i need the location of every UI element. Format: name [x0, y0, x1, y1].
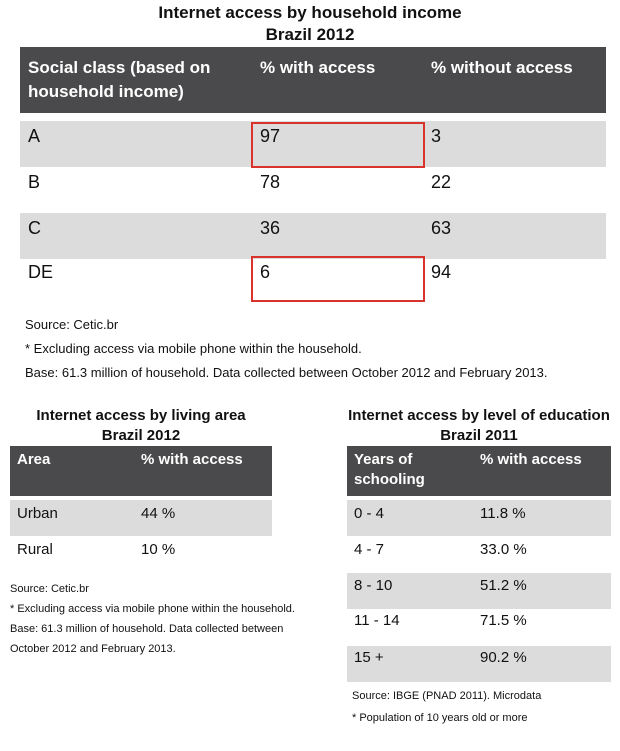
living-table-title: Internet access by living area	[36, 407, 246, 424]
table-row	[347, 536, 611, 572]
table-row	[347, 573, 611, 609]
years-cell: 11 - 14	[354, 612, 400, 629]
area-cell: Rural	[17, 541, 53, 558]
main-header-social-class: Social class (based on household income)	[28, 58, 211, 101]
without-access-cell: 3	[431, 126, 442, 146]
living-table-subtitle: Brazil 2012	[101, 427, 181, 444]
with-access-cell: 90.2 %	[480, 649, 527, 666]
highlight-box-class-a	[251, 122, 425, 168]
education-table-title: Internet access by level of education	[348, 407, 610, 424]
with-access-cell: 11.8 %	[480, 505, 526, 522]
without-access-cell: 22	[431, 172, 452, 192]
with-access-cell: 33.0 %	[480, 541, 527, 558]
living-header-area: Area	[17, 451, 51, 468]
with-access-cell: 44 %	[141, 505, 176, 522]
main-table-subtitle: Brazil 2012	[265, 25, 355, 44]
main-base-note: Base: 61.3 million of household. Data collected between October 2012 and February 2013.	[25, 365, 548, 380]
table-row	[10, 500, 272, 536]
area-cell: Urban	[17, 505, 58, 522]
without-access-cell: 63	[431, 218, 452, 238]
education-table-header	[347, 446, 611, 496]
education-header-years: Years of schooling	[354, 451, 425, 488]
main-source-note: Source: Cetic.br	[25, 317, 119, 332]
years-cell: 8 - 10	[354, 577, 393, 594]
without-access-cell: 94	[431, 262, 452, 282]
table-row	[347, 609, 611, 645]
with-access-cell: 6	[260, 262, 271, 282]
class-cell: DE	[28, 262, 54, 282]
main-header-without-access: % without access	[431, 58, 573, 77]
education-population-note: * Population of 10 years old or more	[352, 712, 528, 724]
years-cell: 4 - 7	[354, 541, 385, 558]
education-table-subtitle: Brazil 2011	[440, 427, 518, 444]
table-row	[347, 646, 611, 682]
living-base-note-line2: October 2012 and February 2013.	[10, 643, 176, 655]
class-cell: B	[28, 172, 41, 192]
table-row	[20, 167, 606, 213]
table-row	[20, 213, 606, 259]
years-cell: 0 - 4	[354, 505, 385, 522]
living-table-header	[10, 446, 272, 496]
living-source-note: Source: Cetic.br	[10, 583, 89, 595]
living-header-with-access: % with access	[141, 451, 243, 468]
living-excluding-note: * Excluding access via mobile phone within the household.	[10, 603, 295, 615]
table-row	[10, 536, 272, 572]
living-base-note-line1: Base: 61.3 million of household. Data collected between	[10, 623, 284, 635]
class-cell: C	[28, 218, 41, 238]
table-row	[347, 500, 611, 536]
education-source-note: Source: IBGE (PNAD 2011). Microdata	[352, 690, 542, 702]
with-access-cell: 78	[260, 172, 281, 192]
education-header-with-access: % with access	[480, 451, 582, 468]
with-access-cell: 71.5 %	[480, 612, 527, 629]
main-excluding-note: * Excluding access via mobile phone within the household.	[25, 341, 362, 356]
main-table-title: Internet access by household income	[158, 3, 462, 22]
with-access-cell: 10 %	[141, 541, 176, 558]
class-cell: A	[28, 126, 41, 146]
with-access-cell: 51.2 %	[480, 577, 527, 594]
main-header-with-access: % with access	[260, 58, 376, 77]
highlight-box-class-de	[251, 256, 425, 302]
main-table-header	[20, 47, 606, 113]
with-access-cell: 97	[260, 126, 281, 146]
with-access-cell: 36	[260, 218, 281, 238]
years-cell: 15 +	[354, 649, 384, 666]
